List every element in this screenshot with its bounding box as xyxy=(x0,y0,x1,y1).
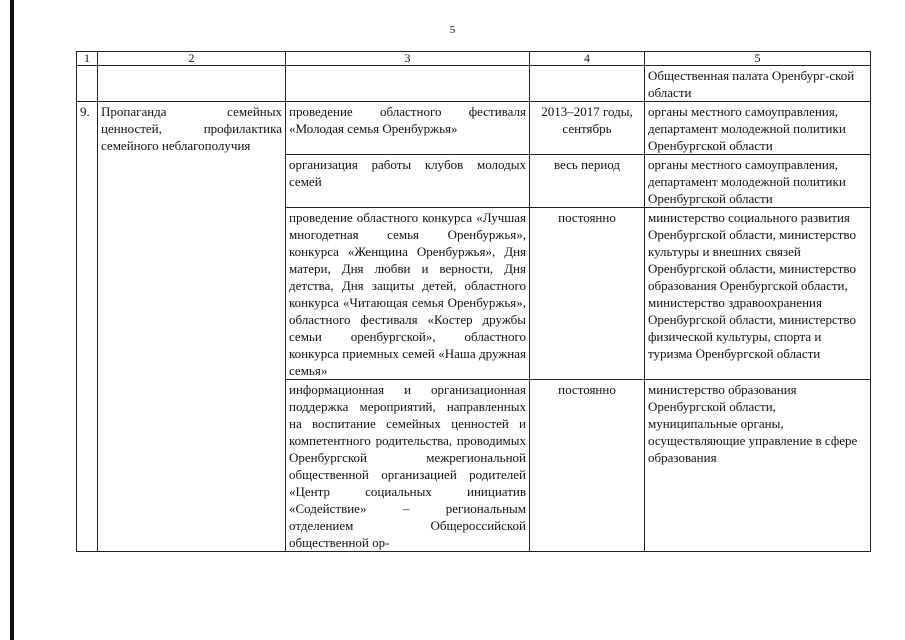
continuation-row xyxy=(77,66,871,102)
cont-cell-3 xyxy=(286,66,530,102)
table-row xyxy=(77,102,871,155)
measures-table xyxy=(76,51,871,552)
header-col-3: 3 xyxy=(286,52,530,66)
header-col-1: 1 xyxy=(77,52,98,66)
period-cell: постоянно xyxy=(530,208,645,380)
responsible-cell: министерство социального развития Оренбургской области, министерство культуры и внешних связей Оренбургской области, министерство образования Оренбургской области, министерство здравоохранения Оренбургской области, министерство физической культуры, спорта и туризма Оренбургской области xyxy=(645,208,871,380)
cont-cell-1 xyxy=(77,66,98,102)
responsible-cell: органы местного самоуправления, департамент молодежной политики Оренбургской области xyxy=(645,102,871,155)
activity-cell: проведение областного конкурса «Лучшая многодетная семья Оренбуржья», конкурса «Женщина Оренбуржья», Дня матери, Дня любви и верности, Дня детства, Дня защиты детей, областного конкурса «Читающая семья Оренбуржья», областного фестиваля «Костер дружбы семьи оренбургской», областного конкурса приемных семей «Наша дружная семья» xyxy=(286,208,530,380)
header-col-4: 4 xyxy=(530,52,645,66)
cont-cell-4 xyxy=(530,66,645,102)
responsible-cell: органы местного самоуправления, департамент молодежной политики Оренбургской области xyxy=(645,155,871,208)
activity-cell: проведение областного фестиваля «Молодая семья Оренбуржья» xyxy=(286,102,530,155)
activity-cell: информационная и организационная поддержка мероприятий, направленных на воспитание семейных ценностей и компетентного родительства, проводимых Оренбургской межрегиональной общественной организацией родителей «Центр социальных инициатив «Содействие» – региональным отделением Общероссийской общественной ор- xyxy=(286,380,530,552)
row-topic: Пропаганда семейных ценностей, профилактика семейного неблагополучия xyxy=(98,102,286,552)
cont-cell-responsible: Общественная палата Оренбург-ской области xyxy=(645,66,871,102)
page-number: 5 xyxy=(449,24,456,36)
header-row xyxy=(77,52,871,66)
header-col-5: 5 xyxy=(645,52,871,66)
responsible-cell: министерство образования Оренбургской области, муниципальные органы, осуществляющие управление в сфере образования xyxy=(645,380,871,552)
activity-cell: организация работы клубов молодых семей xyxy=(286,155,530,208)
cont-cell-2 xyxy=(98,66,286,102)
period-cell: постоянно xyxy=(530,380,645,552)
period-cell: весь период xyxy=(530,155,645,208)
scan-edge-line xyxy=(10,0,14,640)
row-number: 9. xyxy=(77,102,98,552)
period-cell: 2013–2017 годы, сентябрь xyxy=(530,102,645,155)
header-col-2: 2 xyxy=(98,52,286,66)
